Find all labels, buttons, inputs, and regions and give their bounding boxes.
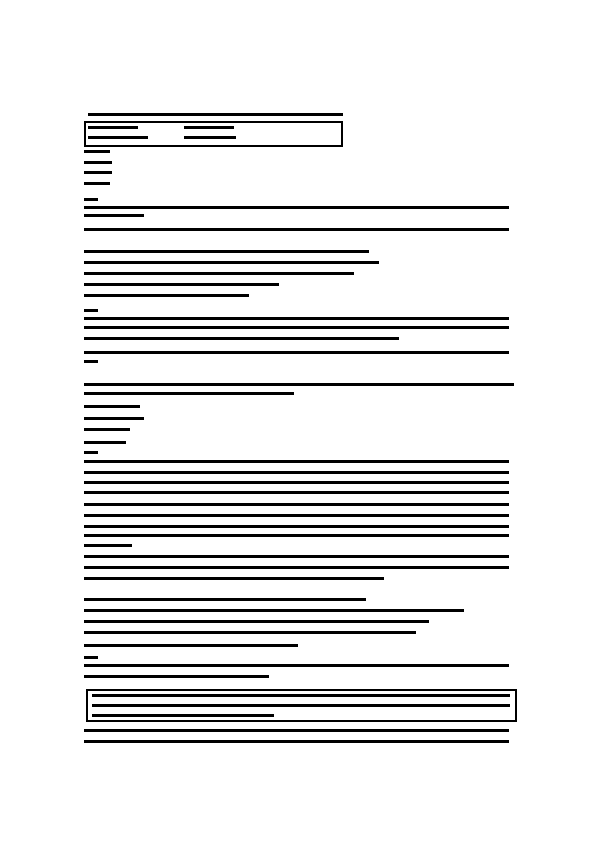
paragraph-line — [84, 337, 399, 340]
paragraph-label — [84, 309, 98, 312]
list-item — [84, 272, 354, 275]
paragraph-line — [84, 534, 509, 537]
header-box — [84, 121, 343, 147]
list-item — [84, 441, 126, 444]
short-item — [84, 182, 110, 185]
paragraph-line — [84, 326, 509, 329]
paragraph-line — [84, 214, 144, 217]
paragraph-line — [84, 351, 509, 354]
title-line — [88, 113, 343, 116]
list-item — [84, 620, 429, 623]
paragraph-line — [84, 555, 509, 558]
paragraph-line — [84, 729, 509, 732]
list-item — [84, 294, 249, 297]
paragraph-line — [84, 491, 509, 494]
paragraph-line — [84, 206, 509, 209]
section-title — [84, 598, 366, 601]
paragraph-line — [84, 544, 132, 547]
paragraph-label — [84, 198, 98, 201]
list-item — [84, 261, 379, 264]
paragraph-label — [84, 656, 98, 659]
section-title — [84, 392, 294, 395]
list-item — [84, 644, 298, 647]
list-item — [84, 631, 416, 634]
paragraph-line — [84, 740, 509, 743]
section-title — [84, 250, 369, 253]
bottom-box-line — [92, 704, 510, 707]
list-item — [84, 405, 140, 408]
paragraph-line — [84, 675, 269, 678]
bottom-box-line — [92, 714, 274, 717]
header-right-1 — [184, 126, 234, 129]
list-item — [84, 283, 279, 286]
paragraph-line — [84, 481, 509, 484]
paragraph-line — [84, 664, 509, 667]
paragraph-line — [84, 577, 384, 580]
list-item — [84, 417, 144, 420]
paragraph-label — [84, 451, 98, 454]
header-right-2 — [184, 136, 236, 139]
paragraph-line — [84, 566, 509, 569]
section-title — [84, 383, 514, 386]
short-item — [84, 171, 112, 174]
paragraph-line — [84, 471, 509, 474]
header-left-2 — [88, 136, 148, 139]
paragraph-line — [84, 360, 98, 363]
list-item — [84, 609, 464, 612]
paragraph-line — [84, 514, 509, 517]
bottom-box-line — [92, 694, 510, 697]
list-item — [84, 428, 130, 431]
paragraph-line — [84, 525, 509, 528]
paragraph-line — [84, 503, 509, 506]
paragraph-line — [84, 460, 509, 463]
short-item — [84, 150, 110, 153]
paragraph-line — [84, 317, 509, 320]
short-item — [84, 161, 112, 164]
paragraph-line — [84, 228, 509, 231]
header-left-1 — [88, 126, 138, 129]
